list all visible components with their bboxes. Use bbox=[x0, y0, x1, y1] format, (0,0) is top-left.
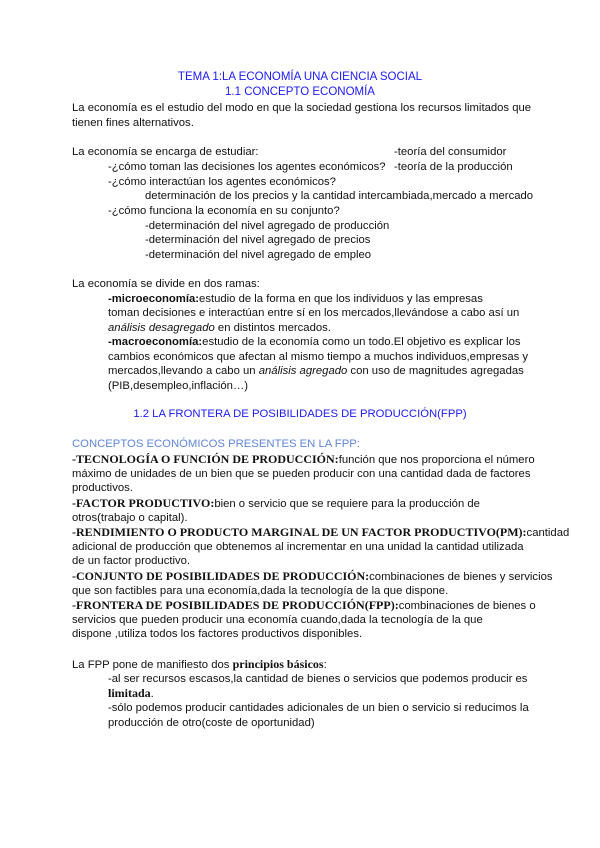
macro-italic: análisis agregado bbox=[258, 365, 348, 377]
macro-line-1: -macroeconomía:estudio de la economía como un todo.El objetivo es explicar los bbox=[108, 336, 521, 348]
technology-line-3: productivos. bbox=[72, 482, 133, 494]
study-detail-employment: -determinación del nivel agregado de empleo bbox=[145, 249, 372, 261]
factor-term: -FACTOR PRODUCTIVO: bbox=[72, 496, 215, 510]
study-lead: La economía se encarga de estudiar: bbox=[72, 146, 259, 158]
concepts-heading: CONCEPTOS ECONÓMICOS PRESENTES EN LA FPP: bbox=[72, 438, 360, 450]
study-question-2: -¿cómo interactúan los agentes económicos? bbox=[108, 176, 336, 188]
macro-line-4: (PIB,desempleo,inflación…) bbox=[108, 380, 249, 392]
macro-line-2: cambios económicos que afectan al mismo tiempo a muchos individuos,empresas y bbox=[108, 351, 529, 363]
micro-line-2: toman decisiones e interactúan entre sí en los mercados,llevándose a cabo así un bbox=[108, 307, 520, 319]
section-heading-1-2: 1.2 LA FRONTERA DE POSIBILIDADES DE PRODUCCIÓN(FPP) bbox=[133, 408, 467, 420]
frontier-line-2: servicios que pueden producir una economía cuando,dada la tecnología de la que bbox=[72, 614, 483, 626]
study-theory-consumer: -teoría del consumidor bbox=[394, 146, 507, 158]
technology-term: -TECNOLOGÍA O FUNCIÓN DE PRODUCCIÓN: bbox=[72, 452, 339, 466]
principle-2-line-1: -sólo podemos producir cantidades adicionales de un bien o servicio si reducimos la bbox=[108, 702, 529, 714]
principle-1-line-1: -al ser recursos escasos,la cantidad de bienes o servicios que podemos producir es bbox=[108, 673, 528, 685]
branches-lead: La economía se divide en dos ramas: bbox=[72, 278, 260, 290]
micro-italic: análisis desagregado bbox=[108, 322, 215, 334]
principles-lead: La FPP pone de manifiesto dos principios básicos: bbox=[72, 657, 327, 671]
technology-line-2: máximo de unidades de un bien que se pueden producir con una cantidad dada de factores bbox=[72, 468, 531, 480]
principle-1-line-2: limitada. bbox=[108, 686, 154, 700]
intro-line-1: La economía es el estudio del modo en que la sociedad gestiona los recursos limitados que bbox=[72, 102, 532, 114]
concept-technology: -TECNOLOGÍA O FUNCIÓN DE PRODUCCIÓN:función que nos proporciona el número bbox=[72, 452, 535, 466]
concept-factor: -FACTOR PRODUCTIVO:bien o servicio que se requiere para la producción de bbox=[72, 496, 480, 510]
macro-line-3: mercados,llevando a cabo un análisis agregado con uso de magnitudes agregadas bbox=[108, 365, 524, 377]
study-question-1: -¿cómo toman las decisiones los agentes económicos? bbox=[108, 161, 386, 173]
marginal-product-term: -RENDIMIENTO O PRODUCTO MARGINAL DE UN FACTOR PRODUCTIVO(PM): bbox=[72, 525, 527, 539]
marginal-product-line-2: adicional de producción que obtenemos al incrementar en una unidad la cantidad utilizada bbox=[72, 541, 524, 553]
concept-marginal-product: -RENDIMIENTO O PRODUCTO MARGINAL DE UN FACTOR PRODUCTIVO(PM):cantidad bbox=[72, 525, 570, 539]
frontier-term: -FRONTERA DE POSIBILIDADES DE PRODUCCIÓN(FPP): bbox=[72, 598, 399, 612]
concept-frontier: -FRONTERA DE POSIBILIDADES DE PRODUCCIÓN(FPP):combinaciones de bienes o bbox=[72, 598, 536, 612]
principles-bold: principios básicos bbox=[232, 657, 324, 671]
study-detail-production: -determinación del nivel agregado de producción bbox=[145, 220, 390, 232]
frontier-line-3: dispone ,utiliza todos los factores productivos disponibles. bbox=[72, 628, 363, 640]
study-question-3: -¿cómo funciona la economía en su conjunto? bbox=[108, 205, 340, 217]
intro-line-2: tienen fines alternativos. bbox=[72, 117, 194, 129]
marginal-product-line-3: de un factor productivo. bbox=[72, 555, 191, 567]
principle-limited: limitada bbox=[108, 686, 151, 700]
factor-line-2: otros(trabajo o capital). bbox=[72, 512, 188, 524]
micro-term: -microeconomía: bbox=[108, 293, 200, 305]
study-theory-production: -teoría de la producción bbox=[394, 161, 513, 173]
micro-line-3: análisis desagregado en distintos mercados. bbox=[108, 322, 331, 334]
study-detail-prices: -determinación del nivel agregado de precios bbox=[145, 234, 371, 246]
document-title: TEMA 1:LA ECONOMÍA UNA CIENCIA SOCIAL bbox=[177, 71, 423, 83]
production-set-term: -CONJUNTO DE POSIBILIDADES DE PRODUCCIÓN: bbox=[72, 569, 370, 583]
concept-production-set: -CONJUNTO DE POSIBILIDADES DE PRODUCCIÓN:combinaciones de bienes y servicios bbox=[72, 569, 553, 583]
macro-term: -macroeconomía: bbox=[108, 336, 203, 348]
section-heading-1-1: 1.1 CONCEPTO ECONOMÍA bbox=[225, 86, 375, 98]
production-set-line-2: que son factibles para una economía,dada la tecnología de la que dispone. bbox=[72, 585, 449, 597]
study-question-2-detail: determinación de los precios y la cantidad intercambiada,mercado a mercado bbox=[145, 190, 534, 202]
micro-line-1: -microeconomía:estudio de la forma en que los individuos y las empresas bbox=[108, 293, 483, 305]
principle-2-line-2: producción de otro(coste de oportunidad) bbox=[108, 717, 315, 729]
